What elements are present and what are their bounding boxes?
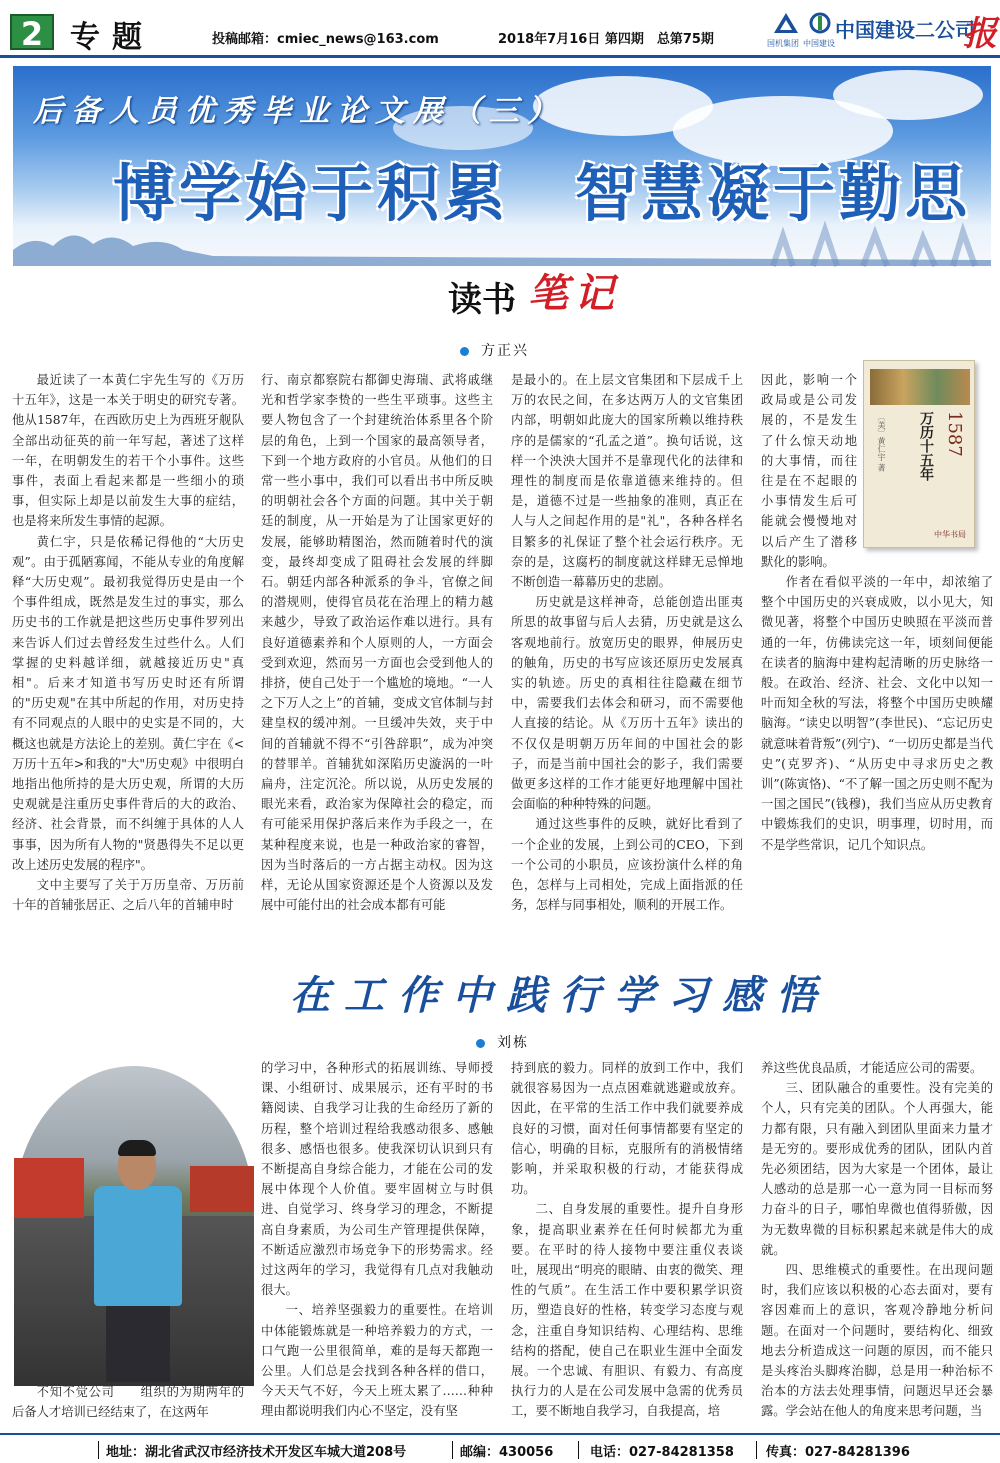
banner-cloud	[833, 70, 983, 120]
book-cover-image	[863, 360, 975, 548]
book-publisher: 中华书局	[934, 530, 966, 539]
cmiec-logo-icon	[807, 12, 833, 34]
article1-paragraph: 黄仁宇，只是依稀记得他的“大历史观”。由于孤陋寡闻，不能从专业的角度解释“大历史观”。最初我觉得历史是由一个个事件组成，既然是发生过的事实，那么历史书的工作就是把这些历史事件罗列出来告诉人们过去曾经发生过些什么。人们掌握的史料越详细，就越接近历史"真相"。后来才知道书写历史时还有所谓的"历史观"在其中所起的作用，对历史持有不同观点的人眼中的史实是不同的，大概这也就是方法论上的差别。黄仁宇在《<万历十五年>和我的"大"历史观》中很明白地指出他所持的是大历史观，所谓的大历史观就是注重历史事件背后的大的政治、经济、社会背景，而不纠缠于具体的人人事事，因为所有人物的"贤愚得失不足以更改上述历史发展的程序"。	[12, 534, 244, 872]
paper-name: 中国建设二公司	[835, 18, 975, 42]
article2-column-1	[12, 1382, 244, 1424]
article1-paragraph: 历史就是这样神奇，总能创造出匪夷所思的故事留与后人去猜，历史就是这么客观地前行。放宽历史的眼界，伸展历史的触角，历史的书写应该还原历史发展真实的轨迹。历史的真相往往隐藏在细节中，需要我们去体会和研习，而不需要他人直接的结论。从《万历十五年》读出的不仅仅是明朝万历年间的中国社会的影子，而是当前中国社会的影子，我们需要做更多这样的工作才能更好地理解中国社会面临的种种特殊的问题。	[511, 595, 743, 812]
article2-title: 在工作中践行学习感悟	[290, 972, 830, 1019]
footer-postcode: 邮编：430056	[460, 1445, 554, 1460]
bullet-dot-icon	[460, 347, 469, 356]
article1-paragraph: 作者在看似平淡的一年中，却浓缩了整个中国历史的兴衰成败，以小见大，知微见著，将整个中国历史映照在平淡而普通的一年，仿佛读完这一年，顷刻间便能在读者的脑海中建构起清晰的历史脉络一般。在政治、经济、社会、文化中以知一叶而知全秋的写法，将整个中国历史映耀脑海。“读史以明智”(李世民)、“忘记历史就意味着背叛”(列宁)、“一切历史都是当代史”(克罗齐)、“从历史中寻求历史之教训”(陈寅恪)、“不了解一国之历史则不配为一国之国民”(钱穆)，我们当应从历史教育中锻炼我们的史识，明事理，切时用，而不是学些常识，记几个知识点。	[761, 575, 993, 852]
article2-column-3	[511, 1058, 743, 1428]
article1-paragraph: 因此，影响一个政局或是公司发展的，不是发生了什么惊天动地的大事情，而往往是在不起眼的小事情发生后可能就会慢慢地对以后产生了潜移默化的影响。	[761, 373, 857, 569]
article2-paragraph: 的学习中，各种形式的拓展训练、导师授课、小组研讨、成果展示，还有平时的书籍阅读、自我学习让我的生命经历了新的历程，整个培训过程给我感动很多、感触很多、感悟也很多。使我深切认识到只有不断提高自身综合能力，才能在公司的发展中体现个人价值。要牢固树立与时俱进、自觉学习、终身学习的理念，不断提高自身素质，为公司生产管理提供保障，不断适应激烈市场竞争下的形势需求。经过这两年的学习，我觉得有几点对我触动很大。	[261, 1061, 493, 1298]
bullet-dot-icon	[476, 1039, 485, 1048]
photo-person-hair	[118, 1140, 156, 1156]
feature-banner	[13, 66, 991, 266]
article2-paragraph: 一、培养坚强毅力的重要性。在培训中体能锻炼就是一种培养毅力的方式，一口气跑一公里很简单，难的是每天都跑一公里。人们总是会找到各种各样的借口，今天天气不好，今天上班太累了……种种理由都说明我们内心不坚定，没有坚	[261, 1303, 493, 1419]
article2-column-4	[761, 1058, 993, 1428]
article2-paragraph: 持到底的毅力。同样的放到工作中，我们就很容易因为一点点困难就逃避或放弃。因此，在平常的生活工作中我们就要养成良好的习惯，面对任何事情都要有坚定的信心，明确的目标，克服所有的消极情绪影响，并采取积极的行动，才能获得成功。	[511, 1061, 743, 1197]
article2-paragraph: 养这些优良品质，才能适应公司的需要。	[761, 1061, 983, 1075]
article1-column-2	[261, 370, 493, 913]
logo-left-text: 国机集团	[767, 39, 799, 48]
masthead-logos	[765, 8, 997, 54]
article1-paragraph: 文中主要写了关于万历皇帝、万历前十年的首辅张居正、之后八年的首辅申时	[12, 878, 244, 913]
article1-heading-red: 笔记	[528, 270, 620, 317]
section-name: 专题	[70, 20, 154, 55]
article2-byline	[476, 1032, 529, 1052]
photo-person-legs	[106, 1302, 170, 1382]
article1-column-1	[12, 370, 244, 913]
article1-heading-black: 读书	[448, 280, 516, 320]
article2-author: 刘栋	[497, 1035, 529, 1051]
page-number: 2	[10, 14, 54, 50]
article1-column-4-top	[761, 370, 857, 570]
book-title: 万历十五年	[918, 411, 934, 481]
photo-machine	[14, 1158, 84, 1218]
article2-paragraph: 二、自身发展的重要性。提升自身形象，提高职业素养在任何时候都尤为重要。在平时的待人接物中要注重仪表谈吐，展现出“明亮的眼睛、由衷的微笑、理性的气质”。在生活工作中要积累学识资历，塑造良好的性格，转变学习态度与观念，注重自身知识结构、心理结构、思维结构的搭配，使自己在职业生涯中全面发展。一个忠诚、有胆识、有毅力、有高度执行力的人是在公司发展中急需的优秀员工，要不断地自我学习，自我提高，培	[511, 1202, 743, 1419]
book-cover-painting	[870, 369, 970, 405]
footer-phone: 电话：027-84281358	[590, 1445, 734, 1460]
sinomach-logo-icon	[773, 12, 799, 34]
article1-byline	[460, 340, 529, 360]
article2-paragraph: 三、团队融合的重要性。没有完美的个人，只有完美的团队。个人再强大，能力都有限，只有融入到团队里面来力量才是无穷的。要形成优秀的团队，团队内首先必须团结，因为大家是一个团体，最让人感动的总是那一心一意为同一目标而努力奋斗的日子，哪怕卑微也值得骄傲，因为无数卑微的目标积累起来就是伟大的成就。	[761, 1081, 993, 1257]
article2-column-2	[261, 1058, 493, 1428]
paper-name-suffix: 报	[963, 14, 997, 54]
article1-paragraph: 最近读了一本黄仁宇先生写的《万历十五年》，这是一本关于明史的研究专著。他从1587年，在西欧历史上为西班牙舰队全部出动征英的前一年写起，著述了这样一年，在明朝发生的若干个小事件。这些事件，表面上看起来都是一些细小的琐事，但实际上却是以前发生大事的症结，也是将来所发生事情的起源。	[12, 373, 244, 529]
book-year: 1587	[944, 411, 965, 457]
series-title: 后备人员优秀毕业论文展（三）	[33, 94, 565, 129]
article1-paragraph: 行、南京都察院右都御史海瑞、武将戚继光和哲学家李贽的一些生平琐事。这些主要人物包含了一个封建统治体系里各个阶层的角色，上到一个国家的最高领导者，下到一个地方政府的小官员。从他们的日常一些小事中，我们可以看出书中所反映的明朝社会各个方面的问题。其中关于朝廷的制度，从一开始是为了让国家更好的发展，能够助精图治，然而随着时代的演变，最终却变成了阻碍社会发展的绊脚石。朝廷内部各种派系的争斗，官僚之间的潜规则，使得官员花在治理上的精力越来越少，导致了政治运作难以进行。具有良好道德素养和个人原则的人，一方面会受到欢迎，然而另一方面也会受到他人的排挤，使自己处于一个尴尬的境地。“一人之下万人之上”的首辅，变成文官体制与封建皇权的缓冲剂。一旦缓冲失效，夹于中间的首辅就不得不“引咎辞职”，成为冲突的替罪羊。首辅犹如深陷历史漩涡的一叶扁舟，注定沉沦。所以说，从历史发展的眼光来看，政治家为保障社会的稳定，而有可能采用保护落后来作为手段之一，在某种程度来说，也是一种政治家的睿智，因为当时落后的一方占据主动权。因为这样，无论从国家资源还是个人资源以及发展中可能付出的社会成本都有可能	[261, 373, 493, 913]
footer-address: 地址：湖北省武汉市经济技术开发区车城大道208号	[106, 1445, 407, 1460]
footer-divider	[756, 1441, 757, 1459]
banner-slogan: 博学始于积累 智慧凝于勤思	[113, 157, 972, 230]
article1-author: 方正兴	[481, 343, 529, 359]
photo-person-vest	[94, 1186, 182, 1306]
page-footer	[0, 1433, 1000, 1463]
footer-fax: 传真：027-84281396	[766, 1445, 910, 1460]
photo-machine	[190, 1166, 254, 1212]
logo-mid-text: 中国建设	[803, 39, 835, 48]
article1-paragraph: 通过这些事件的反映，就好比看到了一个企业的发展，上到公司的CEO，下到一个公司的小职员，应该扮演什么样的角色，怎样与上司相处，完成上面指派的任务，怎样与同事相处，顺利的开展工作。	[511, 817, 743, 913]
article2-paragraph: 四、思维模式的重要性。在出现问题时，我们应该以积极的心态去面对，要有容因难而上的意识，客观冷静地分析问题。在面对一个问题时，要结构化、细致地去分析造成这一问题的原因，而不能只是头疼治头脚疼治脚，总是用一种治标不治本的方法去处理事情，问题迟早还会暴露。学会站在他人的角度来思考问题，当	[761, 1263, 993, 1419]
author-photo	[14, 1066, 254, 1382]
article1-column-3	[511, 370, 743, 913]
article1-column-4-bottom	[761, 572, 993, 872]
footer-divider	[452, 1441, 453, 1459]
article2-paragraph: 不知不觉公司 组织的为期两年的后备人才培训已经结束了，在这两年	[12, 1385, 244, 1420]
footer-divider	[98, 1441, 99, 1459]
footer-divider	[578, 1441, 579, 1459]
submission-email: 投稿邮箱：cmiec_news@163.com	[212, 32, 439, 47]
article1-paragraph: 是最小的。在上层文官集团和下层成千上万的农民之间，在多达两万人的文官集团内部，明朝如此庞大的国家所赖以维持秩序的是儒家的“孔孟之道”。换句话说，这样一个泱泱大国并不是靠现代化的法律和理性的制度而是依靠道德来维持的。但是，道德不过是一些抽象的准则，真正在人与人之间起作用的是"礼"，各种各样名目繁多的礼保证了整个社会运行秩序。无奈的是，这腐朽的制度就这样肆无忌惮地不断创造一幕幕历史的悲剧。	[511, 373, 743, 590]
masthead	[0, 0, 1000, 58]
issue-info: 2018年7月16日 第四期 总第75期	[498, 32, 714, 47]
book-author: 〔美〕黄仁宇 著	[877, 413, 886, 472]
